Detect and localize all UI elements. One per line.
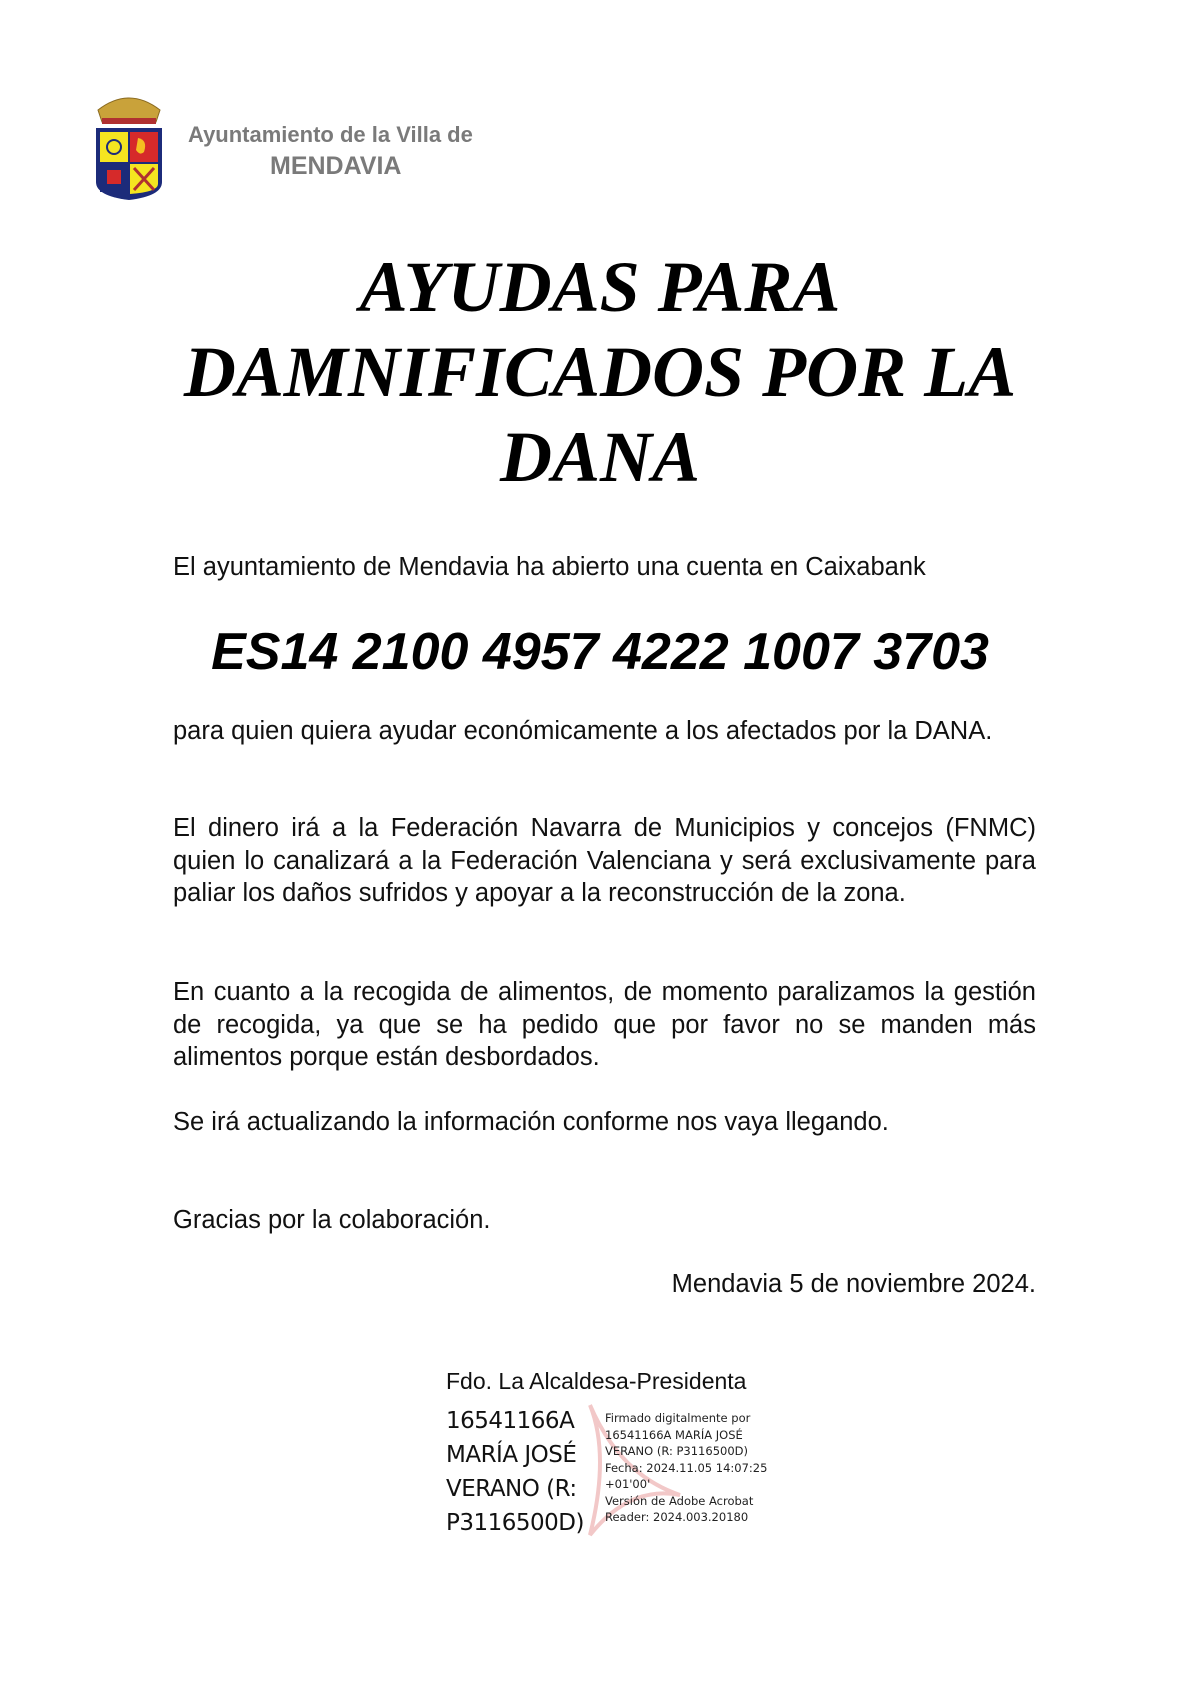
signer-name-line: MARÍA JOSÉ bbox=[446, 1442, 577, 1468]
org-line-2: MENDAVIA bbox=[270, 152, 402, 180]
date-text: Mendavia 5 de noviembre 2024. bbox=[671, 1270, 1036, 1298]
signature-meta-line: Fecha: 2024.11.05 14:07:25 bbox=[605, 1460, 768, 1475]
digital-signature-details bbox=[605, 1410, 767, 1526]
signature-meta-line: +01'00' bbox=[605, 1477, 651, 1491]
title-line-3: DANA bbox=[499, 417, 701, 497]
signature-meta-line: 16541166A MARÍA JOSÉ bbox=[605, 1427, 743, 1442]
title-line-2: DAMNIFICADOS POR LA bbox=[183, 332, 1017, 412]
signature-meta-line: Versión de Adobe Acrobat bbox=[605, 1493, 754, 1508]
signer-name-line: P3116500D) bbox=[446, 1510, 584, 1536]
paragraph-1: para quien quiera ayudar económicamente a los afectados por la DANA. bbox=[173, 717, 993, 745]
iban-number: ES14 2100 4957 4222 1007 3703 bbox=[211, 623, 989, 681]
intro-paragraph: El ayuntamiento de Mendavia ha abierto una cuenta en Caixabank bbox=[173, 553, 926, 581]
signature-meta-line: Firmado digitalmente por bbox=[605, 1411, 751, 1425]
signer-role: Fdo. La Alcaldesa-Presidenta bbox=[446, 1368, 747, 1394]
paragraph-2: El dinero irá a la Federación Navarra de Municipios y concejos (FNMC) quien lo canalizará a la Federación Valenciana y será exclusivamente para paliar los daños sufridos y apoyar a la reconstrucción de la zona. bbox=[173, 814, 1036, 907]
organization-name bbox=[188, 122, 473, 181]
org-line-1: Ayuntamiento de la Villa de bbox=[188, 122, 473, 147]
paragraph-4: Se irá actualizando la información conforme nos vaya llegando. bbox=[173, 1108, 889, 1136]
title-line-1: AYUDAS PARA bbox=[359, 247, 841, 327]
coat-of-arms-icon bbox=[92, 90, 166, 202]
signer-name bbox=[446, 1404, 584, 1540]
signer-name-line: 16541166A bbox=[446, 1408, 575, 1434]
thanks-text: Gracias por la colaboración. bbox=[173, 1206, 491, 1234]
paragraph-3: En cuanto a la recogida de alimentos, de momento paralizamos la gestión de recogida, ya que se ha pedido que por favor no se manden más alimentos porque están desbordados. bbox=[173, 978, 1036, 1071]
signature-meta-line: Reader: 2024.003.20180 bbox=[605, 1510, 749, 1524]
page-title bbox=[0, 245, 1200, 500]
signer-name-line: VERANO (R: bbox=[446, 1476, 577, 1502]
signature-meta-line: VERANO (R: P3116500D) bbox=[605, 1444, 748, 1458]
